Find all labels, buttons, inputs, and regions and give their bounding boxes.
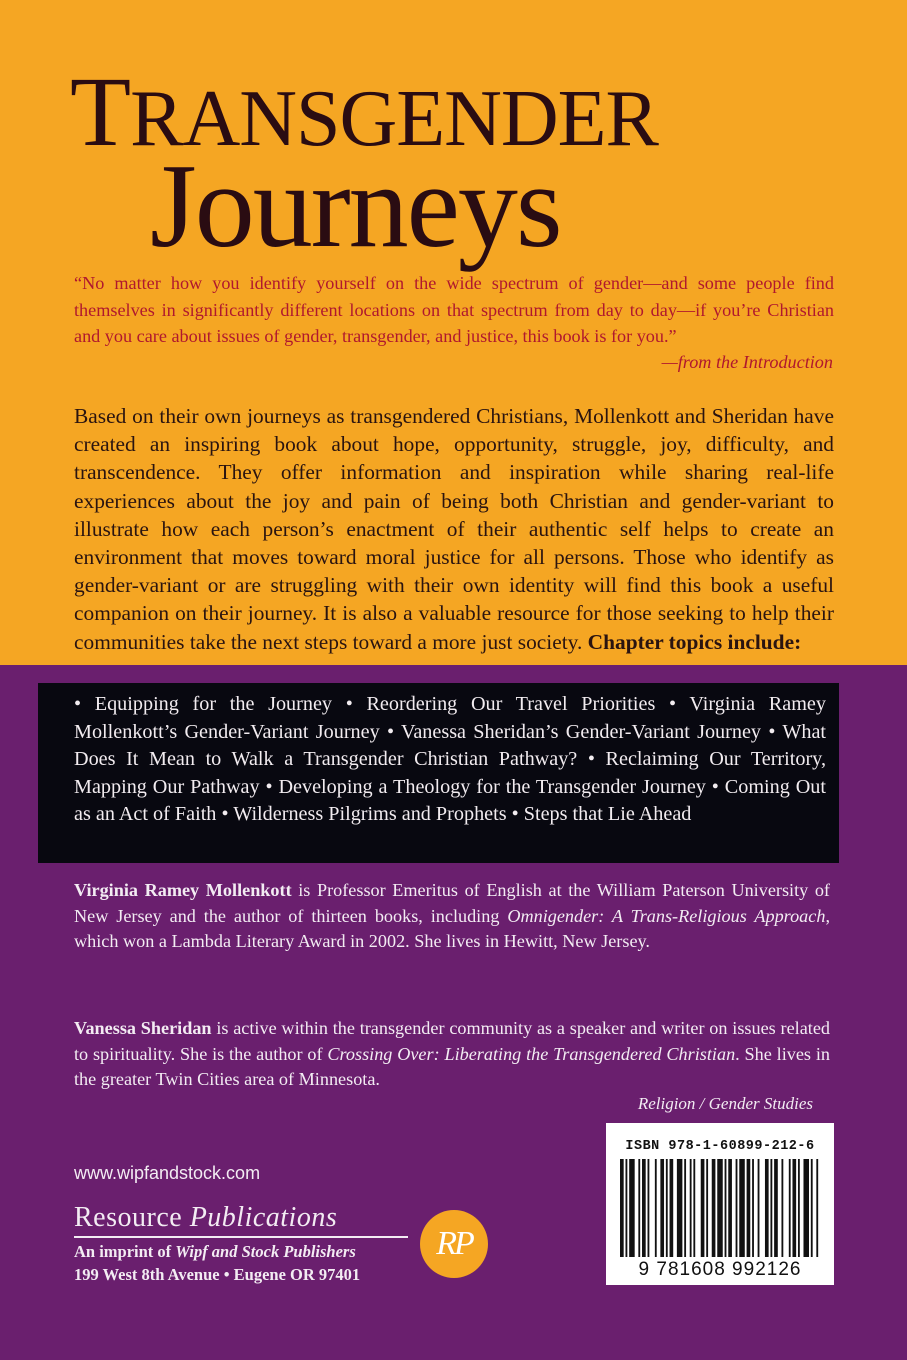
- quote-attribution: —from the Introduction: [661, 352, 833, 372]
- topic-bullet: •: [669, 693, 690, 715]
- publisher-address: 199 West 8th Avenue • Eugene OR 97401: [74, 1265, 361, 1284]
- barcode-bar: [638, 1159, 640, 1257]
- topic-item: Developing a Theology for the Transgender Journey: [278, 775, 712, 798]
- imprint-prefix: An imprint of: [74, 1242, 176, 1261]
- publisher-name-italic: Publications: [189, 1202, 338, 1233]
- barcode-bar: [660, 1159, 664, 1257]
- chapter-topics-list: [74, 691, 826, 829]
- barcode-bar: [747, 1159, 751, 1257]
- barcode-bar: [728, 1159, 732, 1257]
- publisher-logo: RP: [420, 1210, 488, 1278]
- topic-item: Coming Out as an Act of Faith: [74, 775, 826, 826]
- bio-text: is Professor Emeritus of English at the William Paterson University of New Jersey and the author of thirteen books, including: [74, 880, 830, 926]
- barcode-bar: [655, 1159, 657, 1257]
- barcode-bar: [758, 1159, 760, 1257]
- topic-item: Wilderness Pilgrims and Prophets: [233, 803, 512, 826]
- barcode-bar: [765, 1159, 769, 1257]
- topic-bullet: •: [386, 720, 401, 743]
- title-line-1-rest: RANSGENDER: [130, 75, 658, 163]
- topic-bullet: •: [221, 803, 234, 826]
- publisher-divider: [74, 1236, 408, 1238]
- barcode-bar: [701, 1159, 705, 1257]
- subject-category: Religion / Gender Studies: [637, 1094, 813, 1113]
- barcode-bar: [803, 1159, 809, 1257]
- barcode-bar: [792, 1159, 796, 1257]
- ean-number: 9 781608 992126: [638, 1259, 802, 1280]
- barcode-bar: [739, 1159, 745, 1257]
- book-title: [70, 56, 658, 272]
- barcode-bar: [717, 1159, 723, 1257]
- isbn-label: ISBN 978-1-60899-212-6: [625, 1139, 815, 1154]
- barcode-bar: [725, 1159, 727, 1257]
- barcode-bar: [752, 1159, 754, 1257]
- bio-text: , which won a Lambda Literary Award in 2002. She lives in Hewitt, New Jersey.: [74, 905, 830, 951]
- barcode-bar: [629, 1159, 635, 1257]
- topic-bullet: •: [587, 748, 606, 771]
- title-initial: T: [70, 56, 131, 167]
- description-text: Based on their own journeys as transgendered Christians, Mollenkott and Sheridan have created an inspiring book about hope, opportunity, struggle, joy, difficulty, and transcendence. They offer information and inspiration while sharing real-life experiences about the joy and pain of being both Christian and gender-variant to illustrate how each person’s enactment of their authentic self helps to create an environment that moves toward moral justice for all persons. Those who identify as gender-variant or are struggling with their own identity will find this book a useful companion on their journey. It is also a valuable resource for those seeking to help their communities take the next steps toward a more just society.: [74, 404, 834, 654]
- imprint-line: [74, 1242, 356, 1262]
- barcode-bar: [789, 1159, 791, 1257]
- topic-item: Equipping for the Journey: [94, 693, 346, 715]
- title-line-2: Journeys: [150, 139, 561, 272]
- imprint-name: Wipf and Stock Publishers: [175, 1242, 356, 1261]
- barcode-bar: [666, 1159, 668, 1257]
- barcode-bar: [677, 1159, 683, 1257]
- barcode-bar: [626, 1159, 628, 1257]
- description-lead-in: Chapter topics include:: [587, 629, 802, 654]
- author-bio-sheridan: [74, 1016, 830, 1093]
- topic-item: Vanessa Sheridan’s Gender-Variant Journey: [400, 720, 769, 743]
- publisher-name-regular: Resource: [74, 1202, 190, 1233]
- book-reference: Crossing Over: Liberating the Transgendered Christian: [327, 1043, 736, 1064]
- topic-bullet: •: [711, 775, 725, 798]
- bio-text: . She lives in the greater Twin Cities area of Minnesota.: [74, 1043, 830, 1089]
- topic-bullet: •: [345, 693, 367, 715]
- topic-item: Steps that Lie Ahead: [523, 803, 692, 826]
- barcode-bar: [712, 1159, 716, 1257]
- topic-item: What Does It Mean to Walk a Transgender Christian Pathway?: [74, 720, 827, 771]
- author-bio-mollenkott: [74, 878, 830, 955]
- topic-bullet: •: [768, 720, 783, 743]
- topic-bullet: •: [74, 693, 95, 715]
- barcode-bar: [706, 1159, 708, 1257]
- bio-text: is active within the transgender community as a speaker and writer on issues related to spirituality. She is the author of: [74, 1018, 830, 1064]
- barcode-bar: [736, 1159, 738, 1257]
- barcode-bar: [774, 1159, 778, 1257]
- barcode-bar: [684, 1159, 686, 1257]
- topic-bullet: •: [265, 775, 279, 798]
- barcode-bar: [620, 1159, 624, 1257]
- barcode-bar: [690, 1159, 692, 1257]
- barcode-bars: [620, 1159, 820, 1257]
- barcode-bar: [811, 1159, 813, 1257]
- isbn-barcode: [606, 1123, 834, 1285]
- barcode-bar: [642, 1159, 646, 1257]
- barcode-bar: [781, 1159, 783, 1257]
- chapter-topics-box: [38, 683, 839, 863]
- barcode-bar: [648, 1159, 650, 1257]
- book-reference: Omnigender: A Trans-Religious Approach: [507, 905, 826, 926]
- topic-item: Reclaiming Our Territory, Mapping Our Pathway: [74, 748, 827, 798]
- publisher-url: www.wipfandstock.com: [74, 1163, 261, 1183]
- publisher-name: [74, 1202, 337, 1234]
- topic-bullet: •: [511, 803, 524, 826]
- barcode-bar: [816, 1159, 818, 1257]
- barcode-bar: [670, 1159, 674, 1257]
- intro-quote: “No matter how you identify yourself on the wide spectrum of gender—and some people find themselves in significantly different locations on that spectrum from day to day—if you’re Christian and you care about issues of gender, transgender, and justice, this book is for you.”: [74, 273, 834, 346]
- topic-item: Virginia Ramey Mollenkott’s Gender-Variant Journey: [74, 693, 826, 743]
- barcode-bar: [798, 1159, 800, 1257]
- book-description: [74, 402, 834, 656]
- barcode-bar: [770, 1159, 772, 1257]
- author-name: Vanessa Sheridan: [74, 1018, 212, 1038]
- author-name: Virginia Ramey Mollenkott: [74, 880, 292, 900]
- topic-item: Reordering Our Travel Priorities: [366, 693, 670, 715]
- barcode-bar: [693, 1159, 695, 1257]
